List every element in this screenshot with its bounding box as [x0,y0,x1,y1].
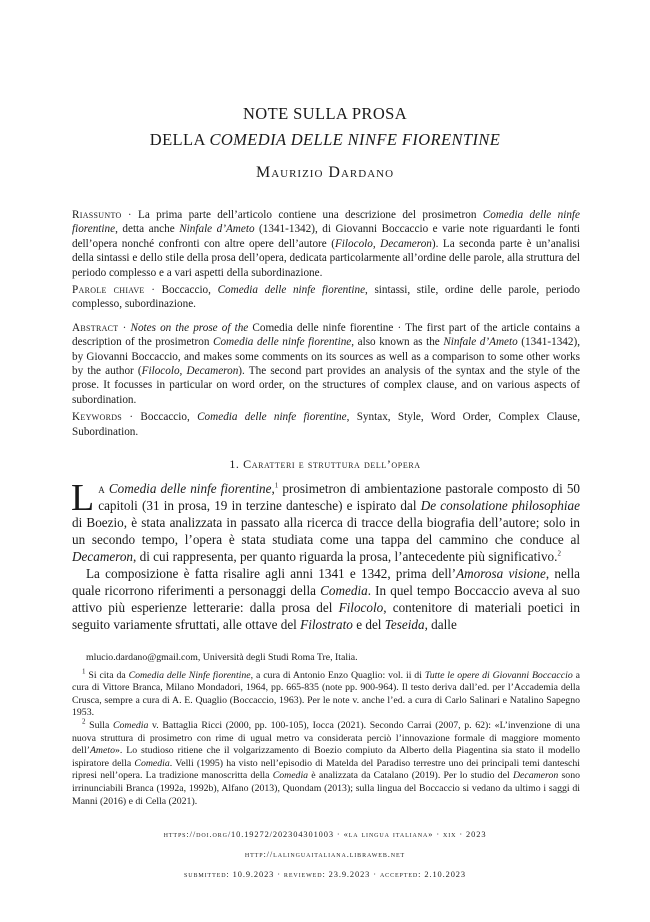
footnote-2-text-a: Sulla [85,719,113,731]
riassunto-text-4: ). La seconda parte è un’analisi della sintassi e dello stile della prosa dell’opera, dedicata particolarmente all’ordine delle parole, alla struttura del periodo complesso e a vari aspetti della subordinazione. [72,237,581,279]
body-p2-italic-3: Filocolo [338,600,384,615]
body-p2-text-a: La composizione è fatta risalire agli anni 1341 e 1342, prima dell’ [86,566,457,581]
body-p2-text-d: , contenitore di materiali poetici in seguito variamente sfruttati, alle ottave del [72,600,580,632]
title-line-2-prefix: DELLA [149,130,210,149]
footer-website-line [0,850,650,859]
abstract-text-3: (1341-1342), by Giovanni Boccaccio, and makes some comments on its sources as well as a comparison to some other works by the author ( [72,336,580,378]
footnote-1-text-c: a cura di Vittore Branca, Milano Mondadori, 1964, pp. 665-835 (note pp. 900-964). Il testo deriva dall’ed. per l’Accademia della Crusca, sempre a cura di A. E. Quaglio (Boccaccio, 1963). Per le note v. anche l’ed. a cura di Carlo Salinari e Natalino Sapegno 1953. [72,669,580,719]
footnote-1-text-b: , a cura di Antonio Enzo Quaglio: vol. ii di [250,669,425,681]
riassunto-italic-2: Ninfale d’Ameto [179,223,255,236]
footnote-ref-2[interactable]: 2 [557,549,561,558]
footnote-1-text-a: Si cita da [85,669,129,681]
abstract-sep: · [118,321,131,334]
article-title-line-1 [0,104,650,124]
parole-text-1: Boccaccio, [161,284,218,297]
footnote-1-number: 1 [82,667,86,676]
body-p1-text-a: a [98,481,109,496]
parole-chiave-paragraph [72,283,580,312]
footer-doi-line [0,830,650,839]
section-heading [0,457,650,472]
affiliation-text: mlucio.dardano@gmail.com, Università degli Studi Roma Tre, Italia. [86,652,358,663]
footer-dates-line [0,870,650,879]
footer-doi-text[interactable]: https://doi.org/10.19272/202304301003 · «la lingua italiana» · xix · 2023 [163,830,487,839]
abstract-block [72,208,580,439]
riassunto-text-1: La prima parte dell’articolo contiene una descrizione del prosimetron [138,209,483,221]
footnote-1-italic-1: Comedia delle Ninfe fiorentine [128,669,251,681]
abstract-text-0: Comedia delle ninfe fiorentine [252,321,394,334]
footnote-2-text-b: v. Battaglia Ricci (2000, pp. 100-105), Iocca (2021). Secondo Carrai (2007, p. 62): «L’invenzione di una nuova struttura di prosimetro con rime di ugual metro va considerata perciò l’innovazione formale di maggiore momento dell’ [72,719,580,757]
riassunto-italic-3: Filocolo, Decameron [334,237,432,250]
keywords-text-1: Boccaccio, [140,411,198,424]
footnote-2-text-f: sono irrinunciabili Branca (1992a, 1992b), Alfano (2013), Quondam (2013); sulla lingua del Boccaccio si vedano da ultimo i saggi di Manni (2016) e di Cella (2021). [72,770,581,807]
body-p2-italic-2: Comedia [320,583,368,598]
body-p1-text-b: prosimetron di ambientazione pastorale composto di 50 capitoli (31 in prosa, 19 in terzine dantesche) e ispirato dal [98,481,581,513]
abstract-text-2: , also known as the [351,336,444,349]
keywords-sep: · [122,411,141,424]
abstract-italic-0: Notes on the prose of the [130,321,253,334]
abstract-label: Abstract [72,321,119,334]
footnote-2-italic-3: Comedia [134,757,170,769]
keywords-text-2: , Syntax, Style, Word Order, Complex Clause, Subordination. [72,411,580,438]
abstract-italic-2: Ninfale d’Ameto [443,336,518,349]
author-name-text: Maurizio Dardano [255,164,395,181]
riassunto-paragraph [72,208,580,280]
footer-dates-text: submitted: 10.9.2023 · reviewed: 23.9.2023 · accepted: 2.10.2023 [184,870,466,879]
author-affiliation [72,652,580,665]
abstract-paragraph [72,321,580,407]
body-p2-text-b: , nella quale ricorrono riferimenti a personaggi della [72,566,580,598]
body-p2-italic-5: Teseida [384,617,425,632]
keywords-paragraph [72,410,580,439]
body-paragraph-1: La Comedia delle ninfe fiorentine,$^1$ prosimetron di ambientazione pastorale composto di 50 capitoli (31 in prosa, 19 in terzine dantesche) e ispirato dal De consolatione philosophiae di Boezio, è stata analizzata in passato alla ricerca di tracce della biografia dell’autore; solo in un secondo tempo, l’opera è stata studiata come una tappa del cammino che conduce al Decameron, di cui rappresenta, per quanto riguarda la prosa, l’antecedente più significativo.$^2$ [71,477,581,564]
footnote-1 [72,667,580,720]
keywords-italic-1: Comedia delle ninfe fiorentine [197,411,347,424]
author-name [0,164,650,182]
body-p1-italic-2: De consolatione philosophiae [420,498,581,513]
abstract-italic-1: Comedia delle ninfe fiorentine [213,336,352,349]
body-p2-italic-1: Amorosa visione [456,566,546,581]
footnote-2-text-e: è analizzata da Catalano (2019). Per lo studio del [308,770,513,782]
riassunto-label: Riassunto [72,209,122,221]
footnote-ref-1[interactable]: 1 [274,481,279,490]
title-line-1-text: NOTE SULLA PROSA [242,104,408,123]
abstract-italic-3: Filocolo, Decameron [141,365,239,378]
article-title-line-2 [0,130,650,150]
riassunto-sep: · [121,209,138,221]
parole-chiave-sep: · [144,284,162,297]
body-p2-text-c: . In quel tempo Boccaccio aveva al suo attivo più esperienze letterarie: dalla prosa del [72,583,580,615]
title-line-2-work: COMEDIA DELLE NINFE FIORENTINE [209,130,501,149]
section-heading-text: 1. Caratteri e struttura dell’opera [229,457,421,471]
footnote-2-italic-5: Decameron [512,770,559,782]
abstract-text-4: ). The second part provides an analysis of the syntax and the style of the prose. It focusses in particular on word order, on the structures of complex clause, and on various aspects of subordination. [72,365,580,406]
abstract-text-1: · The first part of the article contains a description of the prosimetron [72,321,581,349]
footnote-2-italic-4: Comedia [272,770,309,782]
footnote-2-text-c: ». Lo studioso ritiene che il volgarizzamento di Boezio compiuto da Alberto della Piagentina sia stato il modello ispiratore della [72,745,580,769]
parole-italic-1: Comedia delle ninfe fiorentine [217,284,366,297]
riassunto-text-3: (1341-1342), di Giovanni Boccaccio e varie note riguardanti le fonti dell’opera nonché confronti con altre opere dell’autore ( [72,223,580,250]
footnote-1-italic-2: Tutte le opere di Giovanni Boccaccio [424,669,573,681]
drop-cap: L [71,477,95,519]
footnotes-block [72,652,580,808]
keywords-label: Keywords [72,411,123,424]
footnote-2-italic-1: Comedia [112,719,149,731]
parole-text-2: , sintassi, stile, ordine delle parole, periodo complesso, subordinazione. [72,284,580,311]
riassunto-italic-1: Comedia delle ninfe fiorentine [72,209,580,236]
body-paragraph-2 [72,565,580,633]
body-p1-italic-3: Decameron [72,549,134,564]
body-p1-text-d: , di cui rappresenta, per quanto riguarda la prosa, l’antecedente più significativo. [133,549,558,564]
body-p2-italic-4: Filostrato [300,617,353,632]
body-text [71,477,581,633]
body-p2-text-f: , dalle [424,617,457,632]
footnote-2 [72,717,581,808]
footnote-2-number: 2 [82,717,86,726]
footnote-2-text-d: . Velli (1995) ha visto nell’episodio di Matelda del Paradiso terrestre uno dei principali temi danteschi ripresi nell’opera. La tradizione manoscritta della [72,757,580,782]
riassunto-text-2: , detta anche [115,223,180,236]
body-p2-text-e: e del [352,617,385,632]
footer-website-link[interactable]: http://lalinguaitaliana.libraweb.net [244,850,406,859]
footnote-2-italic-2: Ameto [89,745,115,757]
body-p1-text-c: di Boezio, è stata analizzata in passato alla ricerca di tracce della biografia dell’autore; solo in un secondo tempo, l’opera è stata studiata come una tappa del cammino che conduce al [72,515,580,547]
parole-chiave-label: Parole chiave [72,284,145,297]
body-p1-italic-1: Comedia delle ninfe fiorentine [108,481,272,496]
